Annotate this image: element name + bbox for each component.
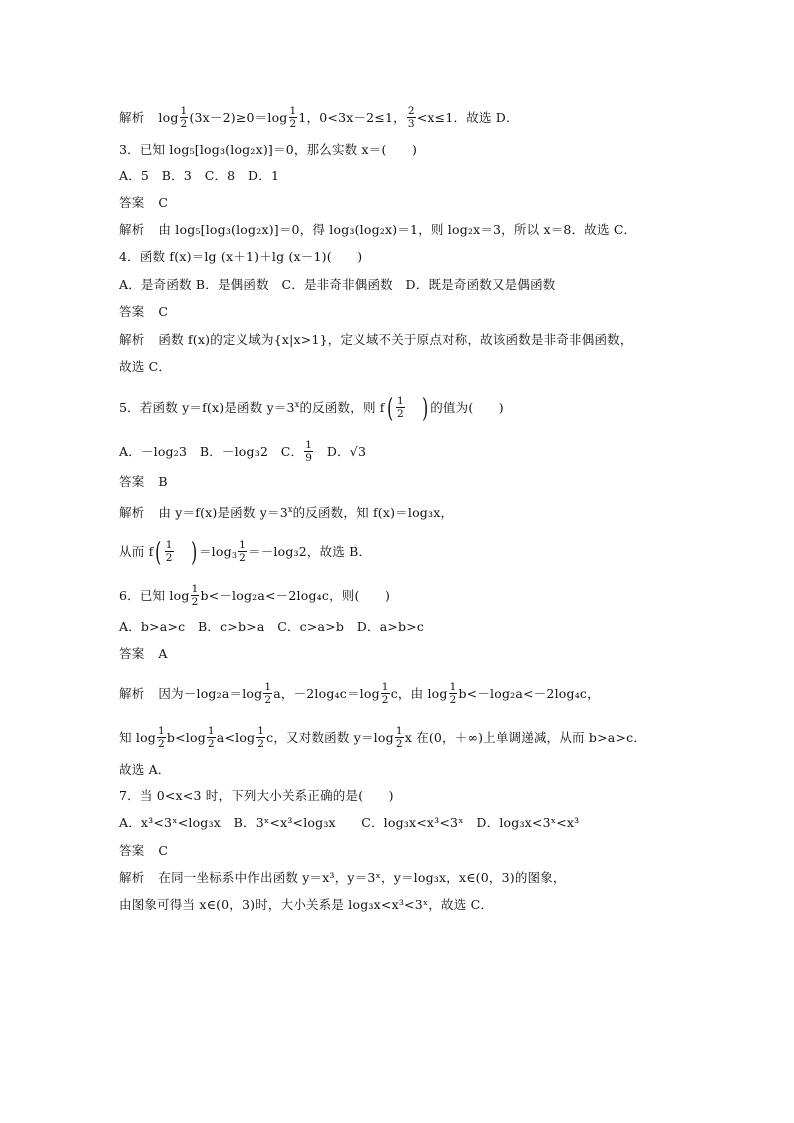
fraction: [157, 725, 166, 750]
analysis-text: c，又对数函数 y＝log: [266, 730, 394, 745]
analysis-text: x 在(0，＋∞)上单调递减，从而 b>a>c．: [404, 730, 647, 745]
right-paren: ): [190, 537, 197, 568]
left-paren: (: [386, 393, 393, 424]
answer-label: 答案: [119, 474, 145, 489]
numerator: 1: [257, 725, 265, 737]
answer-value: C: [158, 304, 169, 319]
options-text: A．－log₂3 B．－log₃2 C．: [119, 444, 304, 459]
analysis-text: 在同一坐标系中作出函数 y＝x³，y＝3ˣ，y＝log₃x，x∈(0，3)的图象，: [158, 870, 566, 885]
analysis-text: b<log: [166, 730, 206, 745]
analysis-text: 知 log: [119, 730, 156, 745]
denominator: 2: [264, 694, 272, 706]
analysis-text: a<log: [216, 730, 256, 745]
numerator: 1: [191, 583, 199, 595]
q6-analysis: [119, 682, 600, 707]
fraction: [263, 681, 272, 706]
analysis-text: 函数 f(x)的定义域为{x|x>1}，定义域不关于原点对称，故该函数是非奇非偶函数，: [158, 332, 633, 347]
q2-analysis: [119, 106, 519, 131]
denominator: 2: [180, 118, 188, 130]
q7-stem: 7．当 0<x<3 时，下列大小关系正确的是( ): [119, 788, 394, 803]
analysis-label: 解析: [119, 505, 145, 520]
options-text: D．√3: [314, 444, 367, 459]
numerator: 1: [396, 395, 404, 407]
q4-stem: 4．函数 f(x)＝lg (x＋1)＋lg (x－1)( ): [119, 249, 363, 264]
analysis-text: 因为－log₂a＝log: [158, 686, 263, 701]
denominator: 2: [191, 596, 199, 608]
q7-analysis-cont: 由图象可得当 x∈(0，3)时，大小关系是 log₃x<x³<3ˣ，故选 C．: [119, 897, 494, 912]
superscript: x: [294, 400, 300, 409]
q6-analysis-end: 故选 A．: [119, 762, 171, 777]
numerator: 1: [305, 439, 313, 451]
q3-answer: [119, 195, 168, 211]
numerator: 1: [289, 105, 297, 117]
answer-label: 答案: [119, 843, 145, 858]
denominator: 2: [239, 552, 246, 564]
fraction: [256, 725, 265, 750]
q5-answer: [119, 474, 168, 490]
analysis-text: a，－2log₄c＝log: [273, 686, 380, 701]
answer-value: C: [158, 843, 169, 858]
denominator: 2: [207, 738, 215, 750]
fraction: [165, 539, 174, 564]
analysis-text: ＝log: [198, 544, 232, 559]
answer-value: A: [158, 646, 168, 661]
fraction: [207, 725, 216, 750]
numerator: 2: [407, 105, 415, 117]
fraction: [449, 681, 458, 706]
denominator: 9: [305, 452, 313, 464]
left-paren: (: [155, 537, 162, 568]
analysis-text: b<－log₂a<－2log₄c，: [458, 686, 600, 701]
right-paren: ): [421, 393, 429, 424]
numerator: 1: [264, 681, 272, 693]
stem-text: 的值为( ): [430, 400, 504, 415]
analysis-label: 解析: [119, 332, 145, 347]
answer-value: C: [158, 195, 169, 210]
q4-analysis-cont: 故选 C．: [119, 359, 172, 374]
q6-analysis-cont: [119, 726, 646, 751]
fraction: [180, 105, 189, 130]
q7-answer: [119, 843, 168, 859]
analysis-label: 解析: [119, 110, 145, 125]
denominator: 2: [165, 552, 173, 564]
stem-text: 的反函数，则 f: [299, 400, 385, 415]
fraction: [238, 539, 247, 564]
analysis-label: 解析: [119, 222, 145, 237]
denominator: 2: [396, 408, 404, 420]
numerator: 1: [239, 539, 246, 551]
numerator: 1: [207, 725, 215, 737]
q6-answer: [119, 646, 168, 662]
fraction: [304, 439, 313, 464]
q3-options: A．5 B．3 C．8 D．1: [119, 168, 280, 183]
analysis-text: 从而 f: [119, 544, 154, 559]
numerator: 1: [395, 725, 403, 737]
superscript: x: [287, 505, 293, 514]
denominator: 2: [449, 694, 457, 706]
analysis-text: 由 log₅[log₃(log₂x)]＝0，得 log₃(log₂x)＝1，则 log₂x＝3，所以 x＝8．故选 C．: [158, 222, 637, 237]
denominator: 2: [158, 738, 165, 750]
q7-options: A．x³<3ˣ<log₃x B．3ˣ<x³<log₃x C．log₃x<x³<3ˣ D．log₃x<3ˣ<x³: [119, 815, 580, 830]
denominator: 3: [407, 118, 415, 130]
denominator: 2: [395, 738, 403, 750]
math-text: <x≤1．故选 D．: [416, 110, 519, 125]
denominator: 2: [257, 738, 265, 750]
q4-analysis: [119, 332, 633, 348]
math-text: 1，0<3x－2≤1，: [298, 110, 406, 125]
analysis-text: 的反函数，知 f(x)＝log₃x，: [292, 505, 454, 520]
fraction: [381, 681, 390, 706]
analysis-text: 由 y＝f(x)是函数 y＝3: [158, 505, 288, 520]
q6-options: A．b>a>c B．c>b>a C．c>a>b D．a>b>c: [119, 619, 425, 634]
analysis-label: 解析: [119, 870, 145, 885]
q7-analysis: [119, 870, 566, 886]
denominator: 2: [289, 118, 297, 130]
numerator: 1: [158, 725, 165, 737]
q3-analysis: [119, 222, 636, 238]
q3-stem: 3．已知 log₅[log₃(log₂x)]＝0，那么实数 x＝( ): [119, 142, 418, 157]
answer-value: B: [158, 474, 168, 489]
stem-text: b<－log₂a<－2log₄c，则( ): [200, 588, 391, 603]
math-text: log: [158, 110, 179, 125]
q5-analysis: [119, 502, 453, 521]
fraction: [289, 105, 298, 130]
numerator: 1: [165, 539, 173, 551]
q4-options: A．是奇函数 B．是偶函数 C．是非奇非偶函数 D．既是奇函数又是偶函数: [119, 277, 556, 292]
denominator: 2: [381, 694, 389, 706]
q4-answer: [119, 304, 168, 320]
fraction: [396, 395, 405, 420]
stem-text: 6．已知 log: [119, 588, 190, 603]
fraction: [395, 725, 404, 750]
answer-label: 答案: [119, 646, 145, 661]
numerator: 1: [180, 105, 188, 117]
analysis-text: c，由 log: [390, 686, 448, 701]
subscript: 3: [231, 551, 238, 560]
numerator: 1: [381, 681, 389, 693]
q6-stem: [119, 584, 390, 609]
answer-label: 答案: [119, 304, 145, 319]
q5-stem: [119, 393, 504, 424]
fraction: [407, 105, 416, 130]
numerator: 1: [449, 681, 457, 693]
answer-label: 答案: [119, 195, 145, 210]
analysis-text: ＝－log₃2，故选 B．: [248, 544, 372, 559]
stem-text: 5．若函数 y＝f(x)是函数 y＝3: [119, 400, 295, 415]
q5-analysis-cont: [119, 537, 372, 568]
fraction: [191, 583, 200, 608]
analysis-label: 解析: [119, 686, 145, 701]
math-text: (3x－2)≥0＝log: [189, 110, 288, 125]
q5-options: [119, 440, 366, 465]
